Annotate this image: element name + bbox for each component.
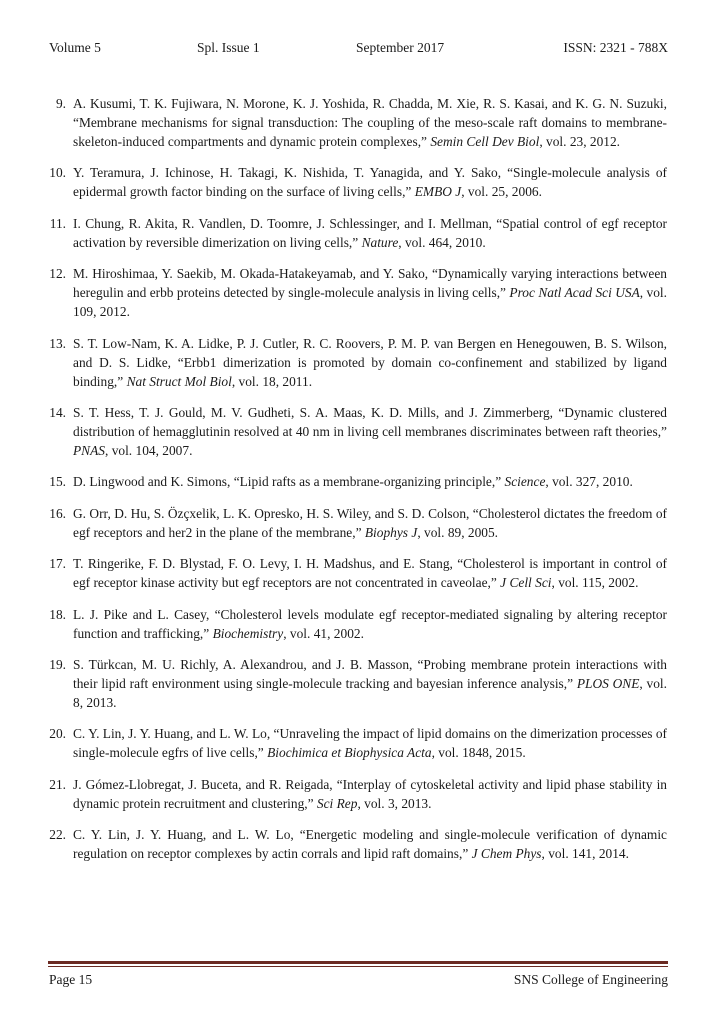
reference-tail: , vol. 104, 2007. <box>105 442 193 458</box>
reference-item <box>47 724 667 762</box>
reference-tail: , vol. 23, 2012. <box>539 134 621 149</box>
reference-item <box>47 163 667 201</box>
reference-text <box>73 163 667 201</box>
reference-number: 22. <box>49 827 66 843</box>
reference-item <box>47 264 667 321</box>
reference-text <box>73 724 667 762</box>
reference-tail: , vol. 327, 2010. <box>545 474 633 490</box>
reference-number: 21. <box>49 776 66 792</box>
reference-body: Y. Teramura, J. Ichinose, H. Takagi, K. Nishida, T. Yanagida, and Y. Sako, “Single-molecule analysis of epidermal growth factor binding on the surface of living cells,” <box>73 165 667 200</box>
reference-number: 18. <box>49 606 66 622</box>
reference-item <box>47 775 667 813</box>
reference-tail: , vol. 89, 2005. <box>417 524 499 540</box>
reference-journal: Semin Cell Dev Biol <box>430 134 540 149</box>
reference-journal: Nat Struct Mol Biol <box>126 373 232 389</box>
reference-item <box>47 504 667 542</box>
reference-body: C. Y. Lin, J. Y. Huang, and L. W. Lo, “Unraveling the impact of lipid domains on the dimerization processes of single-molecule egfrs of live cells,” <box>73 726 667 761</box>
reference-number: 17. <box>49 556 66 572</box>
reference-body: T. Ringerike, F. D. Blystad, F. O. Levy, I. H. Madshus, and E. Stang, “Cholesterol is important in control of egf receptor kinase activity but egf receptors are not concentrated in caveolae,” <box>73 556 667 591</box>
reference-journal: Sci Rep <box>316 795 358 811</box>
reference-number: 19. <box>49 656 66 672</box>
page-header <box>49 40 668 58</box>
reference-body: G. Orr, D. Hu, S. Özçxelik, L. K. Opresko, H. S. Wiley, and S. D. Colson, “Cholesterol dictates the freedom of egf receptors and her2 in the plane of the membrane,” <box>73 505 667 540</box>
reference-body: C. Y. Lin, J. Y. Huang, and L. W. Lo, “Energetic modeling and single-molecule verification of dynamic regulation on receptor complexes by actin corrals and lipid raft domains,” <box>73 827 667 862</box>
reference-journal: J Chem Phys <box>471 846 542 862</box>
reference-item <box>47 403 667 460</box>
reference-text <box>73 94 667 151</box>
reference-item <box>47 472 667 491</box>
reference-number: 9. <box>55 96 66 111</box>
reference-tail: , vol. 115, 2002. <box>551 575 639 591</box>
reference-text <box>73 605 667 643</box>
reference-body: A. Kusumi, T. K. Fujiwara, N. Morone, K. J. Yoshida, R. Chadda, M. Xie, R. S. Kasai, and K. G. N. Suzuki, “Membrane mechanisms for signal transduction: The coupling of the meso-scale raft domains to membrane-skeleton-induced compartments and dynamic protein complexes,” <box>73 96 667 149</box>
header-date: September 2017 <box>356 40 445 55</box>
footer-college: SNS College of Engineering <box>513 972 668 987</box>
header-issue: Spl. Issue 1 <box>197 40 260 55</box>
reference-tail: , vol. 3, 2013. <box>357 795 432 811</box>
header-issn: ISSN: 2321 - 788X <box>563 40 668 55</box>
reference-text <box>73 775 667 813</box>
header-volume: Volume 5 <box>49 40 101 55</box>
reference-text <box>73 334 667 391</box>
reference-number: 15. <box>49 474 66 490</box>
reference-body: S. T. Low-Nam, K. A. Lidke, P. J. Cutler, R. C. Roovers, P. M. P. van Bergen en Henegouwen, B. S. Wilson, and D. S. Lidke, “Erbb1 dimerization is promoted by domain co-confinement and stabilized by ligand binding,” <box>73 335 667 389</box>
reference-list <box>47 94 667 875</box>
reference-tail: , vol. 41, 2002. <box>283 625 364 641</box>
page-footer <box>49 972 668 990</box>
reference-body: D. Lingwood and K. Simons, “Lipid rafts as a membrane-organizing principle,” <box>73 474 505 490</box>
reference-number: 12. <box>49 266 66 282</box>
reference-item <box>47 655 667 712</box>
reference-item <box>47 214 667 252</box>
reference-item <box>47 94 667 151</box>
reference-body: I. Chung, R. Akita, R. Vandlen, D. Toomre, J. Schlessinger, and I. Mellman, “Spatial control of egf receptor activation by reversible dimerization on living cells,” <box>73 215 667 250</box>
reference-item <box>47 554 667 592</box>
footer-rule-thin <box>48 966 668 967</box>
footer-page-number: Page 15 <box>49 972 93 987</box>
reference-body: J. Gómez-Llobregat, J. Buceta, and R. Reigada, “Interplay of cytoskeletal activity and lipid phase stability in dynamic protein recruitment and clustering,” <box>73 776 667 811</box>
reference-number: 11. <box>49 215 66 231</box>
reference-text <box>73 504 667 542</box>
reference-number: 16. <box>49 505 66 521</box>
reference-text <box>73 472 667 491</box>
reference-text <box>73 554 667 592</box>
reference-body: S. Türkcan, M. U. Richly, A. Alexandrou, and J. B. Masson, “Probing membrane protein interactions with their lipid raft environment using single-molecule tracking and bayesian inference analysis,” <box>73 656 667 691</box>
reference-journal: Biochimica et Biophysica Acta <box>267 745 432 761</box>
reference-body: L. J. Pike and L. Casey, “Cholesterol levels modulate egf receptor-mediated signaling by altering receptor function and trafficking,” <box>73 606 667 641</box>
footer-rule-thick <box>48 961 668 964</box>
reference-number: 14. <box>49 404 66 420</box>
reference-journal: EMBO J <box>414 184 462 200</box>
reference-text <box>73 214 667 252</box>
reference-text <box>73 655 667 712</box>
reference-journal: PNAS <box>73 442 105 458</box>
reference-body: S. T. Hess, T. J. Gould, M. V. Gudheti, S. A. Maas, K. D. Mills, and J. Zimmerberg, “Dynamic clustered distribution of hemagglutinin resolved at 40 nm in living cell membranes discriminates between raft theories,” <box>73 404 667 439</box>
reference-journal: J Cell Sci <box>500 575 552 591</box>
reference-number: 13. <box>49 335 66 351</box>
reference-journal: PLOS ONE <box>576 675 640 691</box>
reference-item <box>47 605 667 643</box>
reference-tail: , vol. 8, 2013. <box>73 675 667 710</box>
reference-tail: , vol. 109, 2012. <box>73 285 668 320</box>
reference-body: M. Hiroshimaa, Y. Saekib, M. Okada-Hatakeyamab, and Y. Sako, “Dynamically varying interactions between heregulin and erbb proteins detected by single-molecule analysis in living cells,” <box>73 266 667 301</box>
reference-tail: , vol. 141, 2014. <box>541 846 629 862</box>
reference-tail: , vol. 1848, 2015. <box>431 745 526 761</box>
reference-number: 10. <box>49 165 66 181</box>
reference-text <box>73 264 667 321</box>
reference-text <box>73 403 667 460</box>
reference-journal: Science <box>504 474 546 490</box>
reference-number: 20. <box>49 726 66 742</box>
reference-journal: Nature <box>361 234 399 250</box>
reference-journal: Biochemistry <box>212 625 284 641</box>
reference-tail: , vol. 464, 2010. <box>398 234 486 250</box>
reference-journal: Proc Natl Acad Sci USA <box>509 285 640 301</box>
reference-tail: , vol. 25, 2006. <box>461 184 542 200</box>
reference-tail: , vol. 18, 2011. <box>231 373 313 389</box>
reference-journal: Biophys J <box>364 524 418 540</box>
reference-item <box>47 334 667 391</box>
reference-item <box>47 825 667 863</box>
reference-text <box>73 825 667 863</box>
